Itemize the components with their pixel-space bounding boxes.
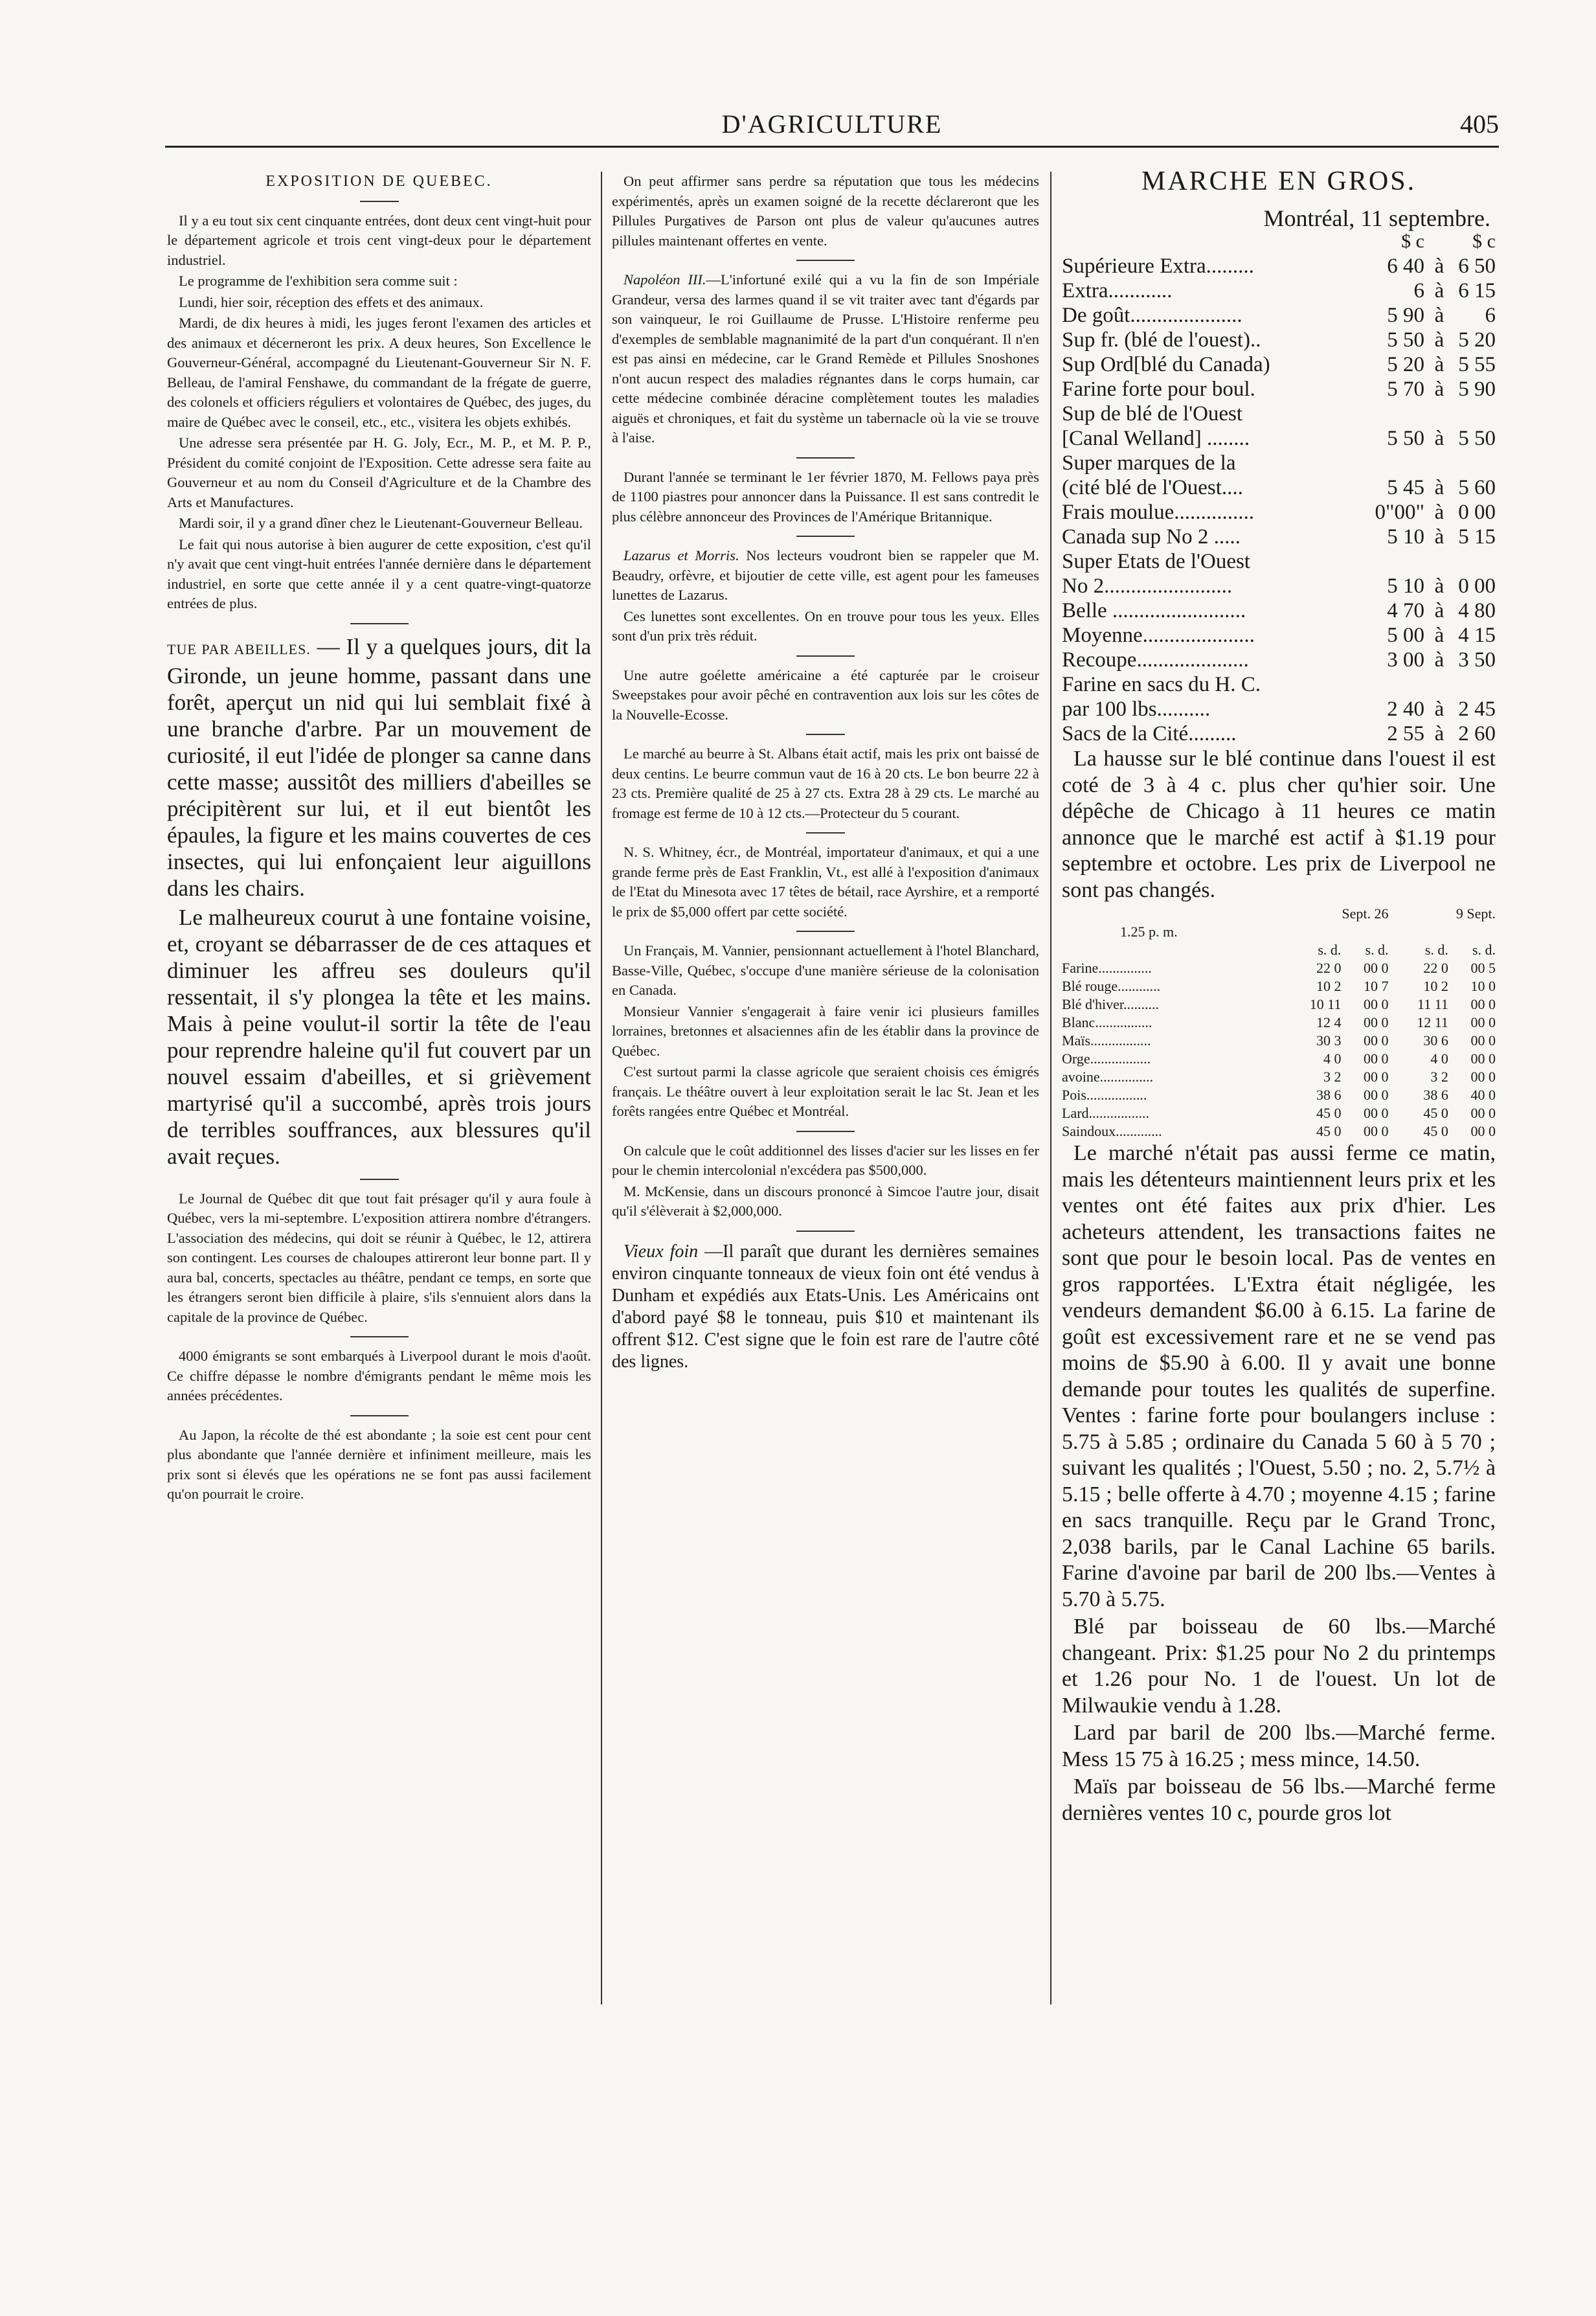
price-item-name: De goût..................... <box>1062 304 1242 327</box>
price-item-name: Canada sup No 2 ..... <box>1062 525 1241 549</box>
price-high: 2 45 <box>1458 698 1496 721</box>
divider <box>350 1415 409 1416</box>
price-high: 5 20 <box>1458 328 1496 352</box>
price-high: 2 60 <box>1458 722 1496 745</box>
price-low: 5 00 <box>1387 624 1424 647</box>
liverpool-value: 00 0 <box>1364 1105 1389 1121</box>
liverpool-value: 10 2 <box>1316 978 1342 994</box>
liverpool-row <box>1062 1014 1496 1032</box>
price-item-name: Supérieure Extra......... <box>1062 255 1254 278</box>
price-row <box>1062 648 1496 672</box>
article-abeilles <box>167 633 591 1170</box>
price-row <box>1062 697 1496 721</box>
price-low: 2 55 <box>1387 722 1424 745</box>
liverpool-value: 11 11 <box>1417 996 1448 1012</box>
liverpool-row <box>1062 959 1496 977</box>
price-high: 5 15 <box>1458 525 1496 549</box>
liverpool-item-name: Orge................. <box>1062 1050 1151 1067</box>
price-row <box>1062 598 1496 623</box>
divider <box>350 1336 409 1337</box>
divider <box>796 655 855 657</box>
article-vieux-foin <box>612 1241 1039 1373</box>
divider <box>796 1231 855 1232</box>
liverpool-value: 4 0 <box>1323 1050 1342 1067</box>
price-item-name: Belle ......................... <box>1062 599 1246 622</box>
japon-paragraph: Au Japon, la récolte de thé est abondante ; la soie est cent pour cent plus abondante que l'année dernière et infiniment meilleure, mais les prix sont si élevés que les opérations ne se font pas aussi facilement qu'on pourrait le croire. <box>167 1426 591 1502</box>
market-report <box>1062 746 1496 903</box>
price-item-name: Farine en sacs du H. C. <box>1062 673 1261 696</box>
price-row <box>1062 721 1496 746</box>
divider <box>360 201 399 202</box>
price-high: 6 50 <box>1458 255 1496 278</box>
price-row <box>1062 549 1496 574</box>
price-low: 5 50 <box>1387 328 1424 352</box>
price-row <box>1062 623 1496 648</box>
liverpool-header-row <box>1062 905 1496 923</box>
divider <box>806 734 845 735</box>
vannier-paragraph: Monsieur Vannier s'engagerait à faire venir ici plusieurs familles lorraines, bretonnes et alsaciennes afin de les établir dans la province de Québec. <box>612 1003 1039 1059</box>
liverpool-value: 00 0 <box>1364 960 1389 976</box>
price-low: 5 45 <box>1387 476 1424 499</box>
price-separator: à <box>1434 574 1444 598</box>
liverpool-item-name: avoine............... <box>1062 1069 1154 1085</box>
price-separator <box>1424 549 1454 574</box>
divider <box>796 931 855 932</box>
price-item-name: Extra............ <box>1062 279 1173 302</box>
price-item-name: Sup de blé de l'Ouest <box>1062 402 1243 426</box>
divider <box>796 536 855 537</box>
exposition-paragraph: Mardi, de dix heures à midi, les juges feront l'examen des articles et des animaux et décerneront les prix. A deux heures, Son Excellence le Gouverneur-Général, accompagné du Lieutenant-Gouverneur Sir N. F. Belleau, de l'amiral Fenshawe, du commandant de la frégate de guerre, des colonels et officiers réguliers et volontaires de Québec, des juges, du maire de Québec avec le conseil, etc., etc., visitera les objets exhibés. <box>167 315 591 430</box>
market-title: MARCHE EN GROS. <box>1141 166 1417 196</box>
price-high: 4 15 <box>1458 624 1496 647</box>
divider <box>350 623 409 624</box>
liverpool-value: 12 11 <box>1417 1014 1448 1030</box>
liverpool-item-name: Pois................. <box>1062 1087 1147 1103</box>
page-header <box>165 97 1499 148</box>
liverpool-row <box>1062 1050 1496 1068</box>
liverpool-value: 10 2 <box>1423 978 1448 994</box>
price-low: 4 70 <box>1387 599 1424 622</box>
liverpool-value: 00 0 <box>1470 1032 1496 1049</box>
price-low: 3 00 <box>1387 648 1424 672</box>
price-row <box>1062 377 1496 402</box>
price-separator: à <box>1434 599 1444 622</box>
price-high: 5 90 <box>1458 378 1496 401</box>
liverpool-value: 00 0 <box>1364 1032 1389 1049</box>
price-row <box>1062 402 1496 426</box>
liverpool-item-name: Lard................. <box>1062 1105 1150 1121</box>
article-heading: Napoléon III. <box>624 271 706 288</box>
liverpool-item-name: Maïs................. <box>1062 1032 1151 1049</box>
liverpool-date: Sept. 26 <box>1342 905 1389 922</box>
price-low: 6 <box>1413 279 1424 302</box>
price-row <box>1062 303 1496 328</box>
price-item-name: Frais moulue............... <box>1062 501 1254 524</box>
liverpool-value: 45 0 <box>1316 1105 1342 1121</box>
market-paragraph: Le marché n'était pas aussi ferme ce matin, mais les détenteurs maintiennent leurs prix et les ventes ont été faites aux prix d'hier. Les acheteurs attendent, les transactions faites ne sont que pour le besoin local. Pas de ventes en gros rapportées. L'Extra était négligée, les vendeurs demandent $6.00 à 6.15. La farine de goût est excessivement rare et ne se vend pas moins de $5.90 à 6.00. Il y avait une bonne demande pour toutes les qualités de superfine. Ventes : farine forte pour boulangers incluse : 5.75 à 5.85 ; ordinaire du Canada 5 60 à 5 70 ; suivant les qualités ; l'Ouest, 5.50 ; no. 2, 5.7½ à 5.15 ; belle offerte à 4.70 ; moyenne 4.15 ; farine en sacs tranquille. Reçu par le Grand Tronc, 2,038 barils, par le Canal Lachine 65 barils. Farine d'avoine par baril de 200 lbs.—Ventes à 5.70 à 5.75. <box>1062 1141 1496 1611</box>
market-paragraph: Maïs par boisseau de 56 lbs.—Marché ferme dernières ventes 10 c, pourde gros lot <box>1062 1775 1496 1825</box>
price-item-name: Moyenne..................... <box>1062 624 1255 647</box>
market-paragraph: Blé par boisseau de 60 lbs.—Marché changeant. Prix: $1.25 pour No 2 du printemps et 1.26 pour No. 1 de l'ouest. Un lot de Milwaukie vendu à 1.28. <box>1062 1615 1496 1718</box>
price-row <box>1062 254 1496 278</box>
liverpool-value: 00 0 <box>1470 1014 1496 1030</box>
vannier-paragraph: Un Français, M. Vannier, pensionnant actuellement à l'hotel Blanchard, Basse-Ville, Québec, s'occupe d'une manière sérieuse de la colonisation en Canada. <box>612 942 1039 998</box>
price-high: 6 15 <box>1458 279 1496 302</box>
liverpool-row <box>1062 1086 1496 1104</box>
price-high: 3 50 <box>1458 648 1496 672</box>
column-2 <box>612 172 1039 1374</box>
article-heading: TUE PAR ABEILLES. <box>167 641 311 657</box>
price-row <box>1062 328 1496 352</box>
foin-paragraph: —Il paraît que durant les dernières semaines environ cinquante tonneaux de vieux foin ont été vendus à Dunham et expédiés aux Etats-Unis. Les Américains ont d'abord payé $8 le tonneau, puis $10 et maintenant ils offrent $12. C'est signe que le foin est rare de l'autre côté des lignes. <box>612 1241 1039 1372</box>
emigrants-paragraph: 4000 émigrants se sont embarqués à Liverpool durant le mois d'août. Ce chiffre dépasse le nombre d'émigrants pendant le même mois les années précédentes. <box>167 1348 591 1403</box>
liverpool-subheader-row <box>1062 923 1496 941</box>
unit-label: $ c <box>1472 231 1496 252</box>
pilules-paragraph: On peut affirmer sans perdre sa réputation que tous les médecins expérimentés, après un examen soigné de la recette déclareront que les Pillules Purgatives de Parson ont plus de valeur qu'aucunes autres pillules maintenant offertes en vente. <box>612 173 1039 249</box>
liverpool-value: 00 0 <box>1364 1069 1389 1085</box>
price-row <box>1062 525 1496 549</box>
price-high: 0 00 <box>1458 574 1496 598</box>
price-low: 5 10 <box>1387 574 1424 598</box>
price-item-name: Sup Ord[blé du Canada) <box>1062 353 1270 376</box>
price-item-name: [Canal Welland] ........ <box>1062 427 1250 450</box>
lazarus-paragraph: Nos lecteurs voudront bien se rappeler que M. Beaudry, orfèvre, et bijoutier de cette ville, est agent pour les fameuses lunettes de Lazarus. <box>612 547 1039 603</box>
price-separator: à <box>1434 328 1444 352</box>
fellows-paragraph: Durant l'année se terminant le 1er février 1870, M. Fellows paya près de 1100 piastres pour annoncer dans la Puissance. Il est sans contredit le plus célèbre annonceur des Provinces de l'Amérique Britannique. <box>612 468 1039 525</box>
journal-paragraph: Le Journal de Québec dit que tout fait présager qu'il y aura foule à Québec, vers la mi-septembre. L'exposition attirera nombre d'étrangers. L'association des médecins, qui doit se réunir à Québec, le 12, attirera son contingent. Les courses de chaloupes attireront leur bonne part. Il y aura bal, concerts, spectacles au théâtre, pendant ce temps, en sorte que les étrangers seront bien difficile à plaire, s'ils s'ennuient alors dans la capitale de la province de Québec. <box>167 1190 591 1325</box>
column-1 <box>167 172 591 1506</box>
article-text: Le malheureux courut à une fontaine voisine, et, croyant se débarrasser de de ces attaques et diminuer les affreu ses douleurs qu'il ressentait, il s'y plongea la tête et les mains. Mais à peine voulut-il sortir la tête de l'eau pour reprendre haleine qu'il fut couvert par un nouvel essaim d'abeilles, et si grièvement martyrisé qu'il a succombé, après trois jours de terribles souffrances, aux blessures qu'il avait reçues. <box>167 904 591 1169</box>
liverpool-date: 9 Sept. <box>1456 905 1496 922</box>
whitney-paragraph: N. S. Whitney, écr., de Montréal, importateur d'animaux, et qui a une grande ferme près de East Franklin, Vt., est allé à l'exposition d'animaux de l'Etat du Minesota avec 17 têtes de bétail, race Ayrshire, et a remporté le prix de $5,000 offert par cette société. <box>612 844 1039 920</box>
price-separator: à <box>1434 304 1444 327</box>
divider <box>796 1131 855 1132</box>
price-separator: à <box>1434 648 1444 672</box>
lazarus-paragraph: Ces lunettes sont excellentes. On en trouve pour tous les yeux. Elles sont d'un prix très réduit. <box>612 607 1039 644</box>
article-text: — Il y a quelques jours, dit la Gironde, un jeune homme, passant dans une forêt, aperçut un nid qui lui semblait fixé à une branche d'arbre. Par un mouvement de curiosité, il eut l'idée de plonger sa canne dans cette masse; aussitôt des milliers d'abeilles se précipitèrent sur lui, et il eut bientôt les épaules, la figure et les mains couvertes de ces insectes, qui lui enfonçaient leur aiguillons dans les chairs. <box>167 633 591 901</box>
liverpool-row <box>1062 1068 1496 1086</box>
price-item-name: Farine forte pour boul. <box>1062 378 1255 401</box>
price-low: 5 20 <box>1387 353 1424 376</box>
price-separator: à <box>1434 624 1444 647</box>
price-separator: à <box>1434 255 1444 278</box>
liverpool-item-name: Saindoux............. <box>1062 1123 1162 1139</box>
price-item-name: Super marques de la <box>1062 451 1236 475</box>
price-high <box>1454 672 1496 697</box>
liverpool-item-name: Blé d'hiver.......... <box>1062 996 1160 1012</box>
liverpool-value: 22 0 <box>1423 960 1448 976</box>
price-unit-row <box>1062 229 1496 254</box>
price-high: 0 00 <box>1458 501 1496 524</box>
price-row <box>1062 500 1496 525</box>
liverpool-value: 38 6 <box>1423 1087 1448 1103</box>
liverpool-value: 10 0 <box>1470 978 1496 994</box>
liverpool-value: 00 0 <box>1470 1050 1496 1067</box>
price-low: 5 70 <box>1387 378 1424 401</box>
price-row <box>1062 352 1496 377</box>
running-title: D'AGRICULTURE <box>721 109 943 139</box>
liverpool-value: 45 0 <box>1316 1123 1342 1139</box>
price-separator: à <box>1434 698 1444 721</box>
liverpool-value: 00 5 <box>1470 960 1496 976</box>
price-low <box>1375 451 1424 475</box>
unit-label: s. d. <box>1472 942 1496 958</box>
price-high <box>1454 549 1496 574</box>
price-low <box>1375 549 1424 574</box>
exposition-paragraph: Le programme de l'exhibition sera comme suit : <box>179 273 458 289</box>
exposition-paragraph: Une adresse sera présentée par H. G. Joly, Ecr., M. P., et M. P. P., Président du comité conjoint de l'Exposition. Cette adresse sera faite au Gouverneur et au nom du Conseil d'Agriculture et de la Chambre des Arts et Manufactures. <box>167 435 591 510</box>
price-low: 6 40 <box>1387 255 1424 278</box>
liverpool-row <box>1062 1032 1496 1050</box>
unit-label: s. d. <box>1318 942 1342 958</box>
liverpool-value: 00 0 <box>1470 996 1496 1012</box>
exposition-paragraph: Mardi soir, il y a grand dîner chez le Lieutenant-Gouverneur Belleau. <box>179 515 583 531</box>
liverpool-value: 4 0 <box>1430 1050 1448 1067</box>
liverpool-value: 22 0 <box>1316 960 1342 976</box>
liverpool-value: 12 4 <box>1316 1014 1342 1030</box>
price-separator: à <box>1434 476 1444 499</box>
liverpool-value: 00 0 <box>1470 1069 1496 1085</box>
price-low <box>1375 402 1424 426</box>
price-low: 5 10 <box>1387 525 1424 549</box>
price-separator: à <box>1434 378 1444 401</box>
unit-label: s. d. <box>1424 942 1448 958</box>
liverpool-value: 00 0 <box>1364 996 1389 1012</box>
price-separator <box>1424 451 1454 475</box>
price-low: 5 50 <box>1387 427 1424 450</box>
price-low: 5 90 <box>1387 304 1424 327</box>
divider <box>806 832 845 834</box>
price-item-name: Recoupe..................... <box>1062 648 1249 672</box>
price-row <box>1062 278 1496 303</box>
price-high <box>1454 402 1496 426</box>
price-item-name: No 2........................ <box>1062 574 1233 598</box>
liverpool-table <box>1062 905 1496 1141</box>
market-paragraph: Lard par baril de 200 lbs.—Marché ferme. Mess 15 75 à 16.25 ; mess mince, 14.50. <box>1062 1721 1496 1771</box>
price-high: 5 55 <box>1458 353 1496 376</box>
price-separator: à <box>1434 279 1444 302</box>
liverpool-row <box>1062 1122 1496 1141</box>
price-item-name: (cité blé de l'Ouest.... <box>1062 476 1243 499</box>
article-heading: Vieux foin <box>624 1241 699 1262</box>
liverpool-time: 1.25 p. m. <box>1120 924 1178 940</box>
price-separator <box>1424 672 1454 697</box>
price-separator: à <box>1434 427 1444 450</box>
market-report <box>1062 1141 1496 1826</box>
liverpool-value: 00 0 <box>1470 1105 1496 1121</box>
mckensie-paragraph: M. McKensie, dans un discours prononcé à Simcoe l'autre jour, disait qu'il s'élèverait à $2,000,000. <box>612 1183 1039 1219</box>
price-row <box>1062 574 1496 598</box>
price-separator: à <box>1434 525 1444 549</box>
price-high: 5 60 <box>1458 476 1496 499</box>
liverpool-value: 30 6 <box>1423 1032 1448 1049</box>
exposition-paragraph: Lundi, hier soir, réception des effets et des animaux. <box>179 293 484 310</box>
liverpool-value: 10 7 <box>1364 978 1389 994</box>
page-number: 405 <box>1460 109 1499 139</box>
article-heading: Lazarus et Morris. <box>624 547 739 563</box>
liverpool-value: 00 0 <box>1364 1050 1389 1067</box>
price-item-name: par 100 lbs.......... <box>1062 698 1211 721</box>
column-rule-right <box>1050 172 1051 2004</box>
price-high: 4 80 <box>1458 599 1496 622</box>
liverpool-value: 40 0 <box>1470 1087 1496 1103</box>
market-dateline: Montréal, 11 septembre. <box>1263 205 1490 231</box>
unit-label: s. d. <box>1365 942 1389 958</box>
price-low <box>1375 672 1424 697</box>
price-row <box>1062 672 1496 697</box>
liverpool-value: 3 2 <box>1430 1069 1448 1085</box>
napoleon-paragraph: —L'infortuné exilé qui a vu la fin de son Impériale Grandeur, versa des larmes quand il se vit traiter avec tant d'égards par son vainqueur, le roi Guillaume de Prusse. L'Histoire renferme peu d'exemples de semblable magnanimité de la part d'un conquérant. Il n'en est pas ainsi en médecine, car le Grand Remède et Pillules Snoshones n'ont aucun respect des maladies régnantes dans le corps humain, car cette médecine combinée déracine complètement toutes les maladies aiguës et chroniques, et fait du système un tabernacle où la vie se trouve à l'aise. <box>612 271 1039 446</box>
section-title-exposition: EXPOSITION DE QUEBEC. <box>265 173 493 190</box>
liverpool-value: 00 0 <box>1364 1014 1389 1030</box>
flour-price-table <box>1062 229 1496 746</box>
liverpool-row <box>1062 1104 1496 1122</box>
price-item-name: Sup fr. (blé de l'ouest).. <box>1062 328 1261 352</box>
liverpool-item-name: Blé rouge............ <box>1062 978 1161 994</box>
beurre-paragraph: Le marché au beurre à St. Albans était actif, mais les prix ont baissé de deux centins. Le beurre commun vaut de 16 à 20 cts. Le bon beurre 22 à 23 cts. Première qualité de 25 à 27 cts. Extra 28 à 29 cts. Le marché au fromage est ferme de 10 à 12 cts.—Protecteur du 5 courant. <box>612 745 1039 821</box>
liverpool-item-name: Blanc................ <box>1062 1014 1152 1030</box>
exposition-paragraph: Le fait qui nous autorise à bien augurer de cette exposition, c'est qu'il n'y avait que cent vingt-huit entrées l'année dernière dans le département industriel, en sorte que cette année il y a cent quatre-vingt-quatorze entrées de plus. <box>167 536 591 611</box>
liverpool-value: 00 0 <box>1470 1123 1496 1139</box>
price-item-name: Sacs de la Cité......... <box>1062 722 1237 745</box>
price-high <box>1454 451 1496 475</box>
liverpool-value: 3 2 <box>1323 1069 1342 1085</box>
price-separator <box>1424 402 1454 426</box>
divider <box>796 260 855 261</box>
liverpool-row <box>1062 995 1496 1014</box>
liverpool-value: 45 0 <box>1423 1123 1448 1139</box>
price-high: 6 <box>1485 304 1496 327</box>
liverpool-value: 30 3 <box>1316 1032 1342 1049</box>
unit-label: $ c <box>1401 231 1424 252</box>
price-item-name: Super Etats de l'Ouest <box>1062 550 1250 573</box>
liverpool-value: 38 6 <box>1316 1087 1342 1103</box>
price-low: 2 40 <box>1387 698 1424 721</box>
column-rule-left <box>601 172 602 2004</box>
liverpool-units-row <box>1062 941 1496 959</box>
liverpool-row <box>1062 977 1496 995</box>
lisses-paragraph: On calcule que le coût additionnel des lisses d'acier sur les lisses en fer pour le chemin intercolonial n'excédera pas $500,000. <box>612 1142 1039 1178</box>
divider <box>360 1179 399 1180</box>
liverpool-value: 10 11 <box>1309 996 1342 1012</box>
goelette-paragraph: Une autre goélette américaine a été capturée par le croiseur Sweepstakes pour avoir pêché en contravention aux lois sur les côtes de la Nouvelle-Ecosse. <box>612 666 1039 723</box>
price-low: 0"00" <box>1375 501 1424 524</box>
price-row <box>1062 475 1496 500</box>
price-high: 5 50 <box>1458 427 1496 450</box>
vannier-paragraph: C'est surtout parmi la classe agricole que seraient choisis ces émigrés français. Le théâtre ouvert à leur exploitation serait le lac St. Jean et les forêts rangées entre Québec et Montréal. <box>612 1063 1039 1119</box>
column-3 <box>1062 166 1496 1828</box>
liverpool-value: 45 0 <box>1423 1105 1448 1121</box>
liverpool-value: 00 0 <box>1364 1087 1389 1103</box>
exposition-paragraph: Il y a eu tout six cent cinquante entrées, dont deux cent vingt-huit pour le département agricole et trois cent vingt-deux pour le département industriel. <box>167 212 591 268</box>
liverpool-item-name: Farine............... <box>1062 960 1152 976</box>
divider <box>796 457 855 459</box>
liverpool-value: 00 0 <box>1364 1123 1389 1139</box>
market-paragraph: La hausse sur le blé continue dans l'ouest il est coté de 3 à 4 c. plus cher qu'hier soir. Une dépêche de Chicago à 11 heures ce matin annonce que le marché est actif à $1.19 pour septembre et octobre. Les prix de Liverpool ne sont pas changés. <box>1062 747 1496 902</box>
price-row <box>1062 451 1496 475</box>
price-row <box>1062 426 1496 451</box>
price-separator: à <box>1434 501 1444 524</box>
price-separator: à <box>1434 722 1444 745</box>
price-separator: à <box>1434 353 1444 376</box>
